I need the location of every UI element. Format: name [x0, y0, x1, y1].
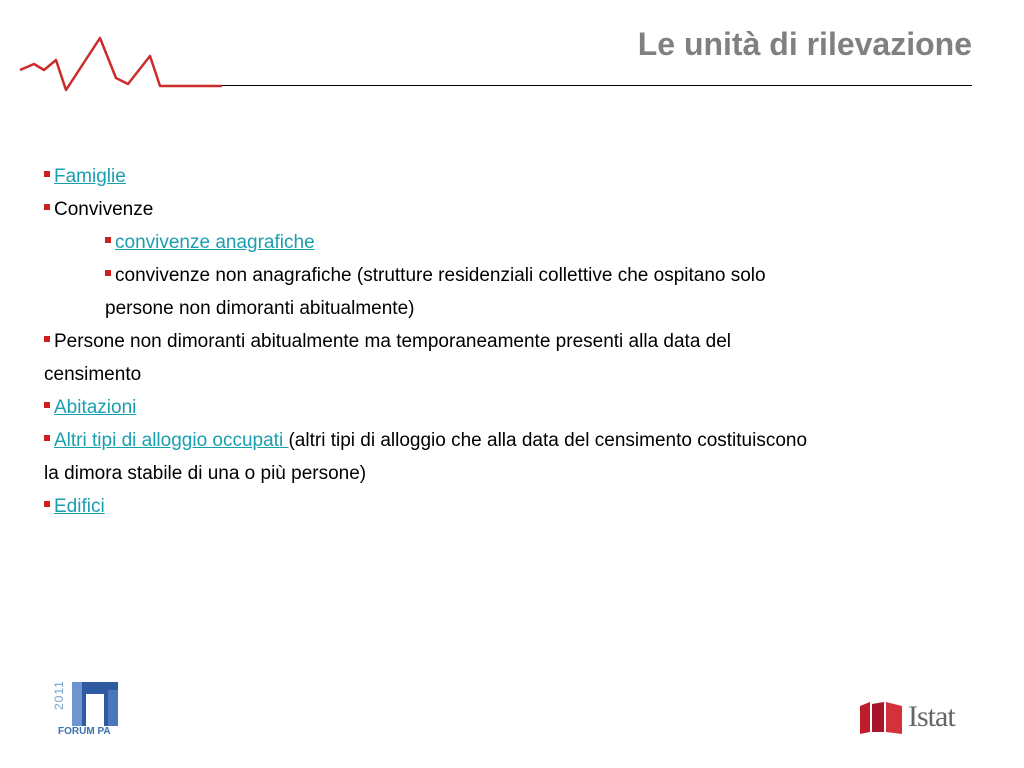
square-bullet-icon	[44, 435, 50, 441]
altri-alloggi-text: (altri tipi di alloggio che alla data del censimento costituiscono	[288, 430, 808, 451]
famiglie-link[interactable]: Famiglie	[54, 166, 126, 187]
square-bullet-icon	[44, 402, 50, 408]
list-item-edifici	[44, 490, 964, 523]
list-item-altri-alloggi	[44, 424, 964, 457]
square-bullet-icon	[44, 501, 50, 507]
convivenze-text: Convivenze	[54, 199, 154, 220]
list-subitem-anagrafiche	[44, 226, 964, 259]
list-item-persone-cont	[44, 358, 964, 391]
forum-year: 2011	[52, 680, 66, 710]
list-subitem-non-anagrafiche-cont	[44, 292, 964, 325]
persone-text-cont: censimento	[44, 364, 142, 385]
content-list	[44, 160, 964, 523]
convivenze-anagrafiche-link[interactable]: convivenze anagrafiche	[115, 232, 315, 253]
square-bullet-icon	[44, 171, 50, 177]
non-anagrafiche-text: convivenze non anagrafiche (strutture residenziali collettive che ospitano solo	[115, 265, 766, 286]
title-underline	[222, 85, 972, 86]
forum-pa-label: FORUM PA	[58, 726, 111, 737]
altri-alloggi-link[interactable]: Altri tipi di alloggio occupati	[54, 430, 289, 451]
istat-wordmark: Istat	[908, 700, 955, 733]
list-item-abitazioni	[44, 391, 964, 424]
slide-title: Le unità di rilevazione	[637, 26, 972, 62]
list-subitem-non-anagrafiche	[44, 259, 964, 292]
zigzag-decoration	[0, 0, 230, 100]
list-item-persone	[44, 325, 964, 358]
list-item-convivenze	[44, 193, 964, 226]
list-item-altri-alloggi-cont	[44, 457, 964, 490]
square-bullet-icon	[44, 336, 50, 342]
non-anagrafiche-text-cont: persone non dimoranti abitualmente)	[105, 298, 415, 319]
square-bullet-icon	[105, 237, 111, 243]
square-bullet-icon	[105, 270, 111, 276]
square-bullet-icon	[44, 204, 50, 210]
persone-text: Persone non dimoranti abitualmente ma temporaneamente presenti alla data del	[54, 331, 732, 352]
altri-alloggi-text-cont: la dimora stabile di una o più persone)	[44, 463, 367, 484]
list-item-famiglie	[44, 160, 964, 193]
abitazioni-link[interactable]: Abitazioni	[54, 397, 137, 418]
edifici-link[interactable]: Edifici	[54, 496, 105, 517]
